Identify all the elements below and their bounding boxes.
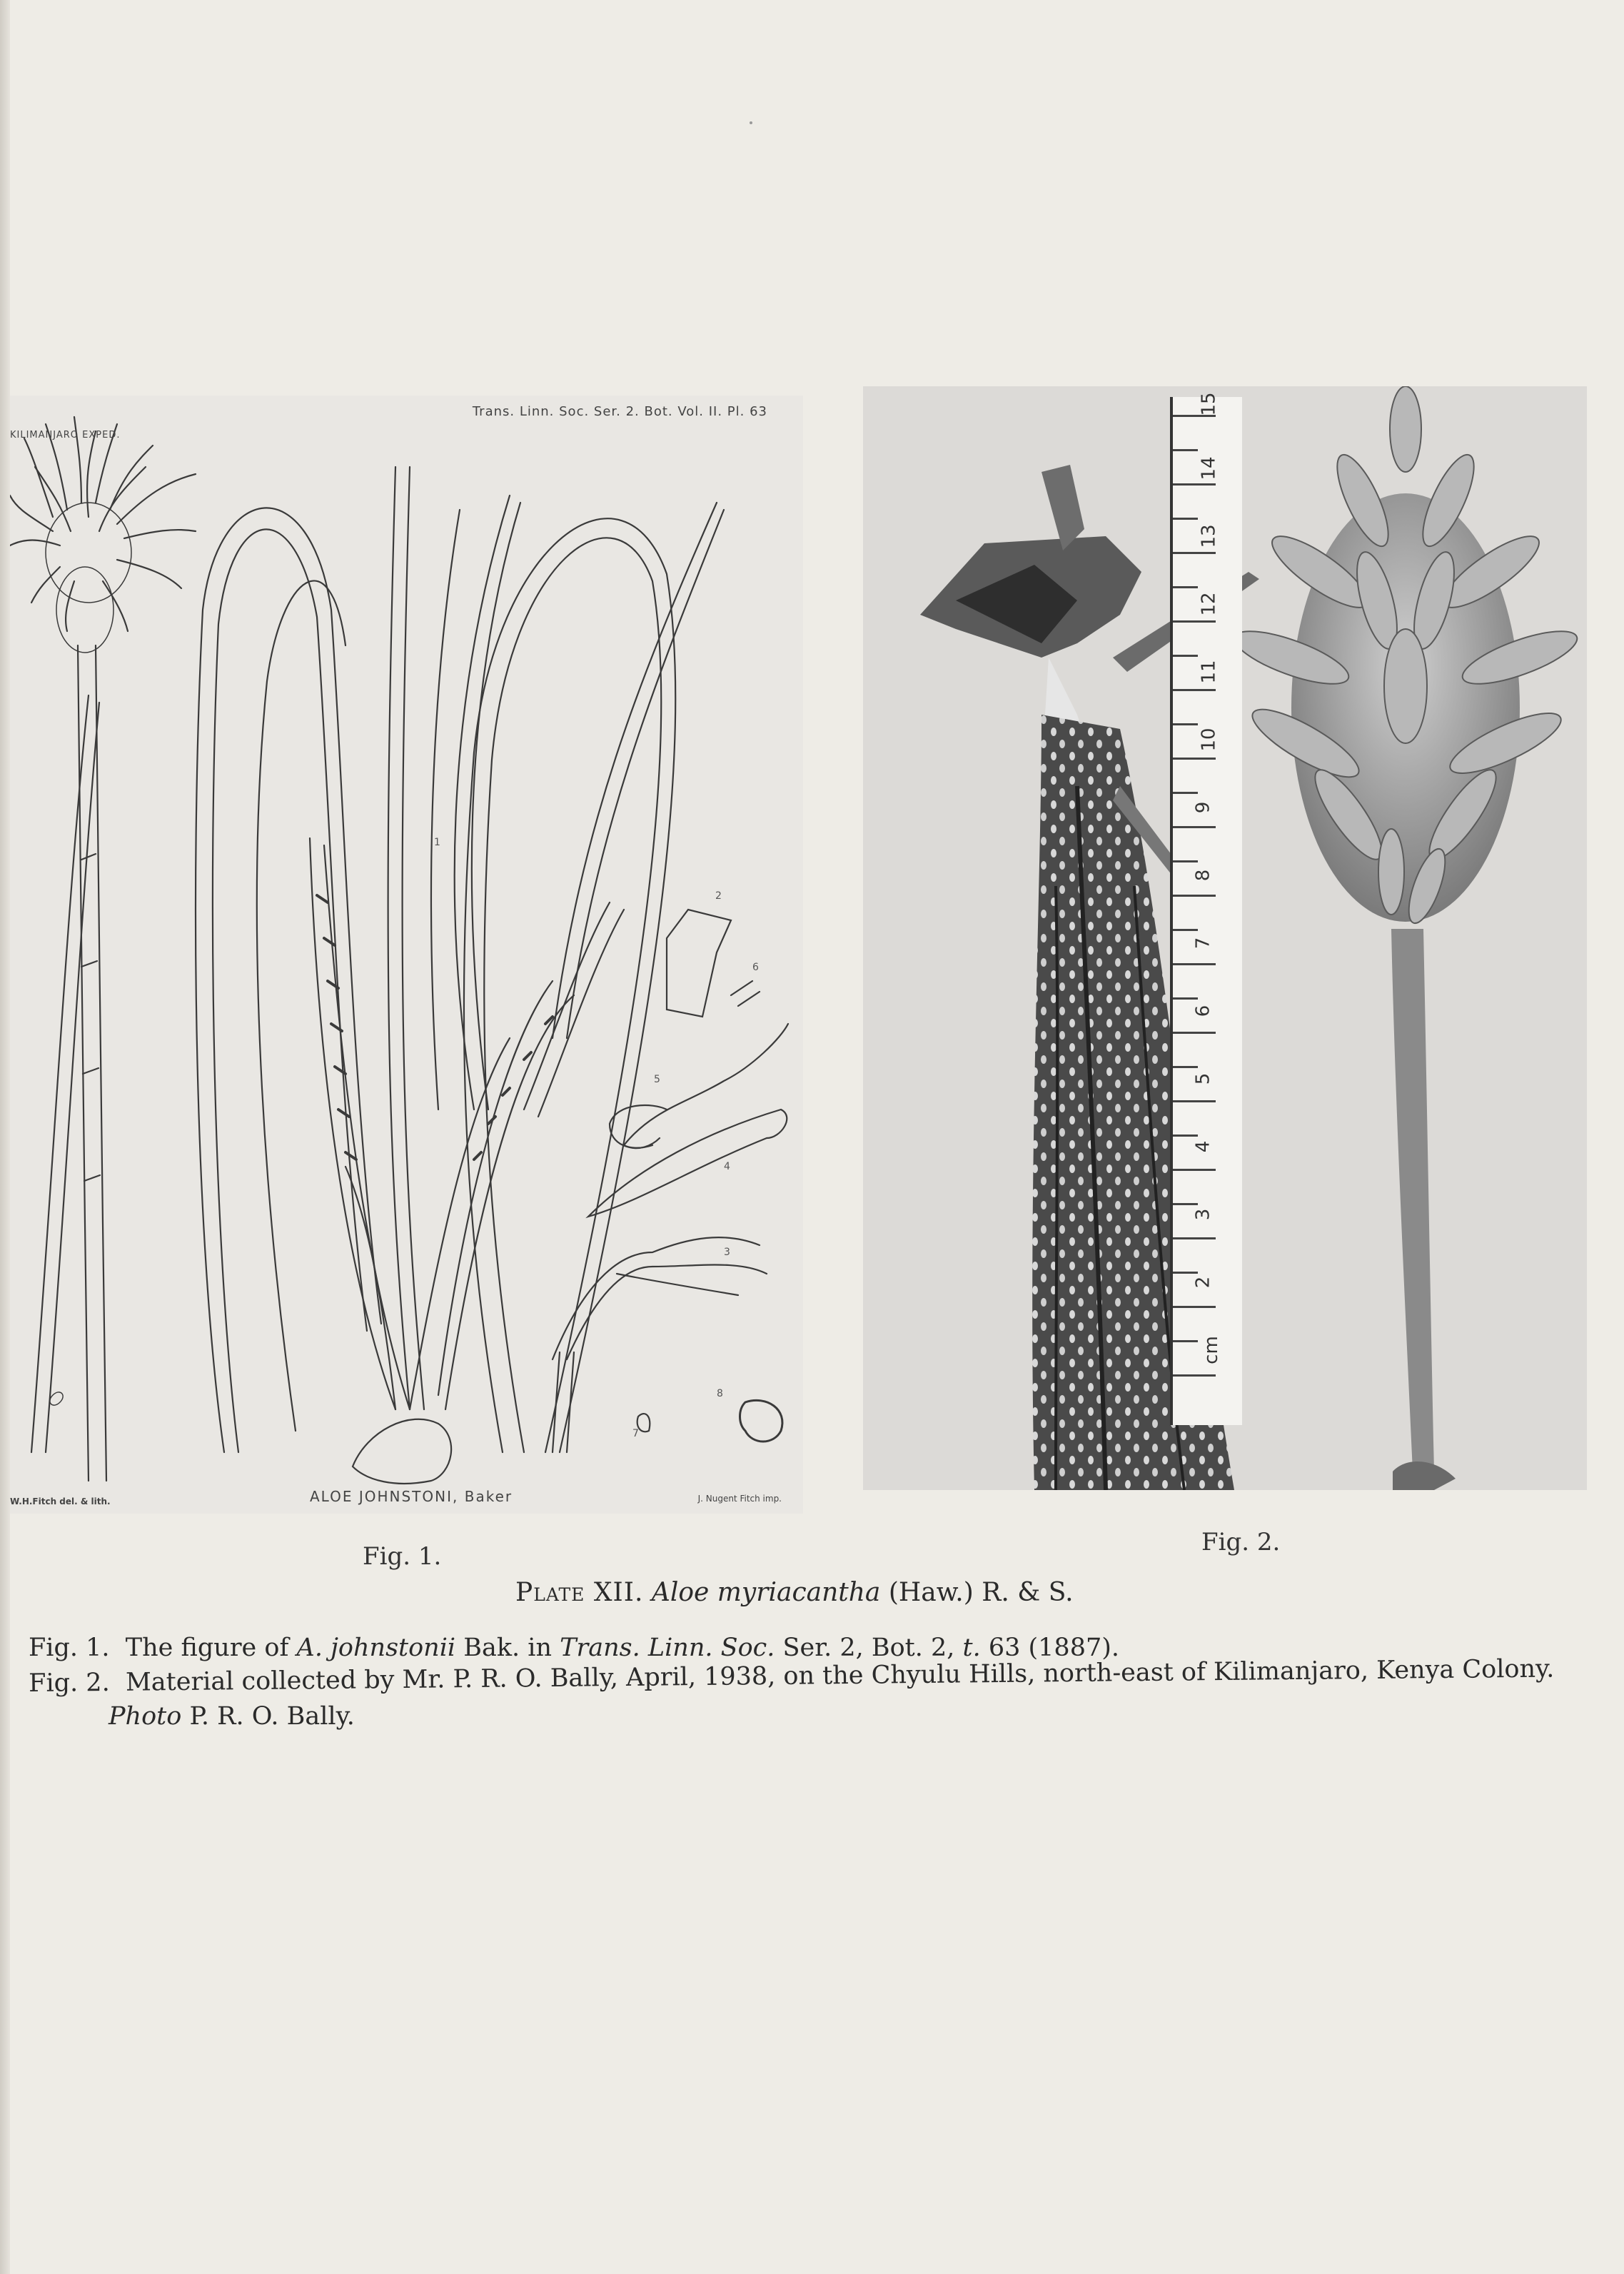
caption-species: A. johnstonii xyxy=(296,1634,456,1662)
plate-species: Aloe myriacantha xyxy=(651,1578,881,1607)
caption-label: Fig. 1. xyxy=(29,1634,110,1662)
caption-plate-abbrev: t. xyxy=(962,1634,981,1662)
part-number: 6 xyxy=(752,962,759,973)
inflorescence-drawing xyxy=(10,417,196,653)
ruler-number: cm xyxy=(1200,1336,1222,1364)
page-edge xyxy=(0,0,10,2274)
ruler-number: 15 xyxy=(1198,392,1220,416)
measuring-ruler xyxy=(1170,392,1242,1425)
caption-fig-1 xyxy=(29,1634,1119,1662)
peduncle-drawing xyxy=(78,645,106,1481)
figure-1-label: Fig. 1. xyxy=(363,1542,442,1571)
figure-2-label: Fig. 2. xyxy=(1201,1528,1281,1556)
caption-text: Ser. 2, Bot. 2, xyxy=(775,1634,963,1662)
engraving-species-name: ALOE JOHNSTONI, Baker xyxy=(310,1488,513,1505)
caption-text: 63 (1887). xyxy=(980,1634,1120,1662)
paper-speck xyxy=(750,121,752,124)
expedition-label: KILIMANJARO EXPED. xyxy=(10,430,121,441)
ruler-number: 10 xyxy=(1198,728,1220,752)
looping-leaves-drawing xyxy=(196,495,724,1452)
flower-spike-photo xyxy=(1229,386,1583,1490)
part-number: 5 xyxy=(654,1074,660,1085)
aloe-johnstoni-drawing xyxy=(10,396,803,1514)
ruler-number: 4 xyxy=(1192,1140,1214,1153)
ruler-number: 12 xyxy=(1198,592,1220,616)
part-number: 2 xyxy=(715,890,722,902)
ruler-number: 7 xyxy=(1192,937,1214,950)
ruler-number: 2 xyxy=(1192,1276,1214,1289)
part-number: 1 xyxy=(434,837,440,848)
caption-photo-credit xyxy=(109,1702,355,1731)
ruler-number: 6 xyxy=(1192,1005,1214,1017)
photo-word: Photo xyxy=(109,1702,182,1731)
plate-number: Plate XII. xyxy=(515,1578,644,1607)
ruler-number: 5 xyxy=(1192,1072,1214,1085)
part-number: 8 xyxy=(717,1388,723,1399)
caption-text: Material collected by Mr. P. R. O. Bally, April, 1938, on the Chyulu Hills, north-east of Kilimanjaro, Kenya Colony. xyxy=(125,1654,1555,1697)
ruler-number: 11 xyxy=(1198,660,1220,684)
caption-journal: Trans. Linn. Soc. xyxy=(560,1634,775,1662)
long-leaf-left-drawing xyxy=(31,695,99,1452)
part-number: 7 xyxy=(632,1428,639,1439)
figure-1-engraving xyxy=(10,396,803,1514)
photo-credit: P. R. O. Bally. xyxy=(181,1702,355,1731)
caption-label: Fig. 2. xyxy=(29,1668,110,1698)
plate-authority: (Haw.) R. & S. xyxy=(888,1578,1074,1607)
plate-header-reference: Trans. Linn. Soc. Ser. 2. Bot. Vol. II. Pl. 63 xyxy=(472,404,767,419)
plate-title xyxy=(515,1578,1074,1607)
ruler-number: 14 xyxy=(1198,456,1220,481)
ruler-number: 3 xyxy=(1192,1208,1214,1221)
caption-text: Bak. in xyxy=(455,1634,560,1662)
part-number: 4 xyxy=(724,1161,730,1172)
artist-signature: W.H.Fitch del. & lith. xyxy=(10,1496,111,1506)
dissection-details-drawing xyxy=(50,910,788,1452)
ruler-number: 13 xyxy=(1198,524,1220,548)
ruler-number: 8 xyxy=(1192,869,1214,882)
figure-2-photograph xyxy=(863,386,1587,1490)
caption-text: The figure of xyxy=(125,1634,297,1662)
part-number: 3 xyxy=(724,1247,730,1258)
ruler-number: 9 xyxy=(1192,801,1214,814)
printer-signature: J. Nugent Fitch imp. xyxy=(697,1494,782,1504)
